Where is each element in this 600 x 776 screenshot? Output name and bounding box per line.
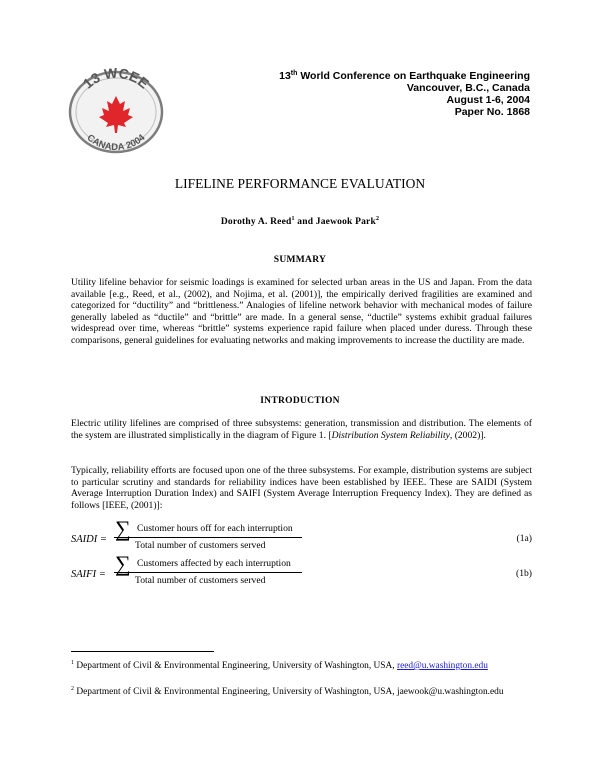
conference-location: Vancouver, B.C., Canada	[406, 82, 530, 94]
introduction-heading: INTRODUCTION	[260, 396, 340, 406]
sigma-symbol: ∑	[115, 516, 131, 541]
email-2: jaewook@u.washington.edu	[396, 687, 504, 698]
email-link-1[interactable]: reed@u.washington.edu	[396, 661, 488, 672]
conference-name: 13th World Conference on Earthquake Engineering	[279, 70, 530, 82]
paper-number: Paper No. 1868	[454, 106, 530, 118]
conference-dates: August 1-6, 2004	[446, 94, 530, 106]
equation-saifi	[71, 551, 532, 591]
conference-header	[279, 70, 530, 118]
equation-denominator: Total number of customers served	[135, 540, 266, 551]
fraction-bar	[114, 572, 302, 573]
intro-paragraph-1: Electric utility lifelines are comprised of three subsystems: generation, transmission and distribution. The elements of the system are illustrated simplistically in the diagram of Figure 1. [Distribution System Reliability, (2002)].	[71, 418, 532, 441]
summary-heading: SUMMARY	[273, 255, 327, 265]
logo-wcee: WCEE	[103, 68, 153, 92]
logo-canada: CANADA 2004	[84, 132, 148, 154]
authors: Dorothy A. Reed$^1$ and Jaewook Park$^2$	[220, 216, 380, 228]
sigma-symbol: ∑	[115, 551, 131, 576]
equation-lhs: SAIFI =	[71, 569, 106, 580]
equation-saidi	[71, 516, 532, 556]
equation-lhs: SAIDI =	[71, 534, 107, 545]
equation-numerator: Customer hours off for each interruption	[137, 523, 293, 534]
footnote-1: $^1$ Department of Civil & Environmental Engineering, University of Washington, USA, reed@u.washington.edu	[71, 660, 488, 672]
citation-italic: Distribution System Reliability	[331, 429, 450, 441]
logo-number: 13	[79, 69, 103, 92]
equation-number: (1a)	[516, 533, 532, 544]
equation-numerator: Customers affected by each interruption	[137, 558, 291, 569]
summary-paragraph: Utility lifeline behavior for seismic loadings is examined for selected urban areas in the US and Japan. From the data available [e.g., Reed, et al., (2002), and Nojima, et al. (2001)], the empirically derived fragilities are examined and categorized for “ductility” and “brittleness.” Analogies of lifeline network behavior with mechanical modes of failure generally labeled as “ductile” and “brittle” are made. In a general sense, “ductile” systems exhibit gradual failures widespread over time, whereas “brittle” systems experience rapid failure when placed under duress. Through these comparisons, general guidelines for evaluating networks and making improvements to increase the ductility are made.	[71, 277, 532, 346]
fraction-bar	[114, 537, 302, 538]
footnote-2: $^2$ Department of Civil & Environmental Engineering, University of Washington, USA, jaewook@u.washington.edu	[71, 686, 504, 698]
footnote-rule	[71, 651, 214, 652]
equation-denominator: Total number of customers served	[135, 575, 266, 586]
equation-number: (1b)	[516, 568, 532, 579]
intro-paragraph-2: Typically, reliability efforts are focused upon one of the three subsystems. For example, distribution systems are subject to particular scrutiny and standards for reliability indices have been established by IEEE. These are SAIDI (System Average Interruption Duration Index) and SAIFI (System Average Interruption Frequency Index). They are defined as follows [IEEE, (2001)]:	[71, 465, 532, 511]
paper-title: LIFELINE PERFORMANCE EVALUATION	[174, 176, 426, 191]
wcee-logo	[66, 68, 166, 158]
